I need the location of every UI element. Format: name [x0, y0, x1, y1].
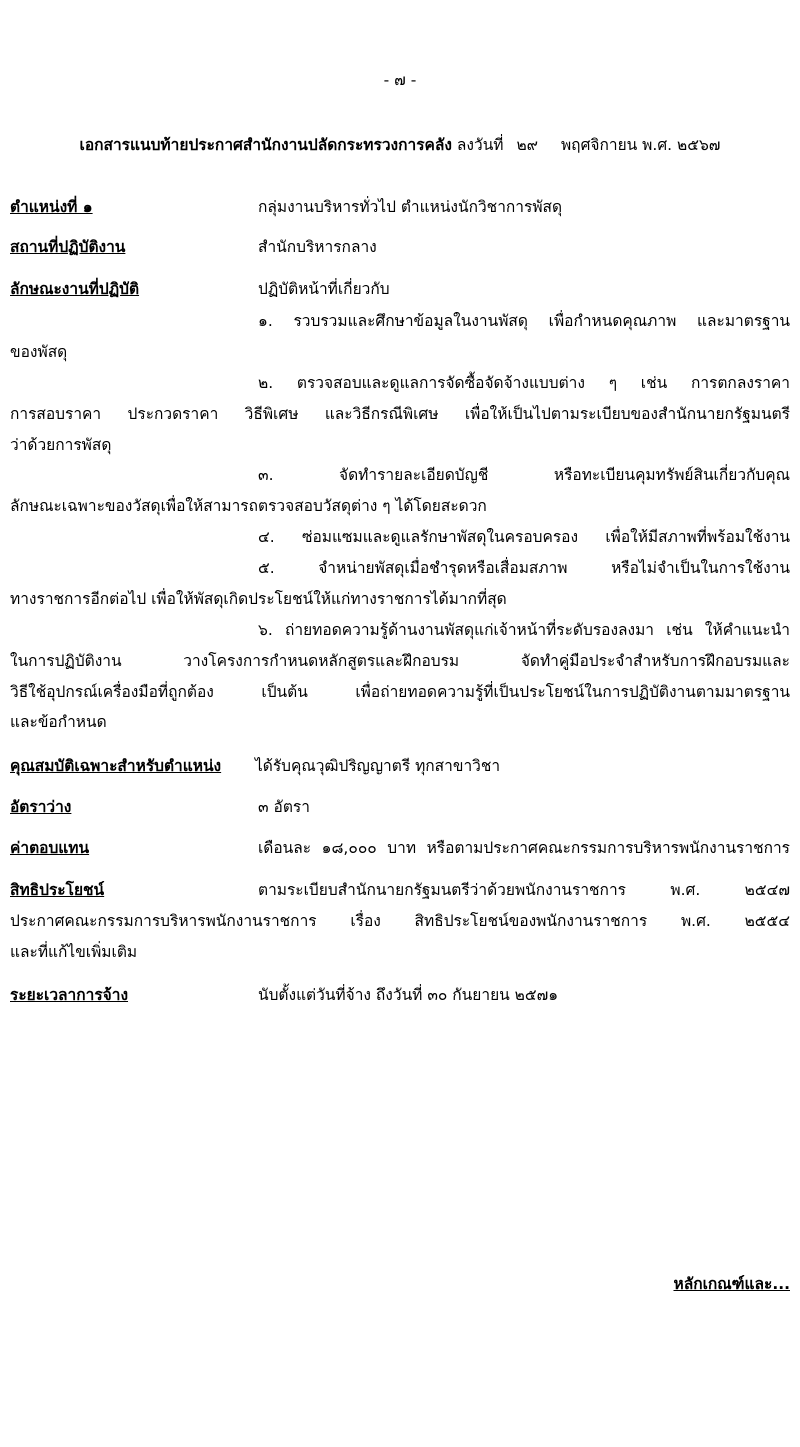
period-label: ระยะเวลาการจ้าง [10, 986, 129, 1004]
document-heading [0, 135, 800, 155]
heading-day: ๒๙ [516, 136, 539, 154]
duty-item-1-line-1: ๑. รวบรวมและศึกษาข้อมูลในงานพัสดุ เพื่อกำหนดคุณภาพ และมาตรฐาน [258, 312, 790, 330]
heading-month-year: พฤศจิกายน พ.ศ. ๒๕๖๗ [560, 136, 721, 154]
duty-item-6-line-3: วิธีใช้อุปกรณ์เครื่องมือที่ถูกต้อง เป็นต้น เพื่อถ่ายทอดความรู้ที่เป็นประโยชน์ในการปฏิบัติงานตามมาตรฐาน [10, 683, 790, 701]
vacancy-label: อัตราว่าง [10, 798, 72, 816]
compensation-label: ค่าตอบแทน [10, 839, 90, 857]
period-value: นับตั้งแต่วันที่จ้าง ถึงวันที่ ๓๐ กันยายน ๒๕๗๑ [258, 986, 559, 1004]
benefits-line-3: และที่แก้ไขเพิ่มเติม [10, 943, 138, 961]
duty-item-3-line-2: ลักษณะเฉพาะของวัสดุเพื่อให้สามารถตรวจสอบวัสดุต่าง ๆ ได้โดยสะดวก [10, 497, 487, 515]
page-number: - ๗ - [383, 71, 417, 89]
duty-item-3-line-1: ๓. จัดทำรายละเอียดบัญชี หรือทะเบียนคุมทรัพย์สินเกี่ยวกับคุณ [258, 466, 790, 484]
position-label: ตำแหน่งที่ ๑ [10, 198, 93, 216]
heading-title: เอกสารแนบท้ายประกาศสำนักงานปลัดกระทรวงการคลัง [79, 136, 452, 154]
duty-item-2-line-3: ว่าด้วยการพัสดุ [10, 436, 112, 454]
workplace-value: สำนักบริหารกลาง [258, 238, 377, 256]
vacancy-value: ๓ อัตรา [258, 798, 310, 816]
duty-item-6-line-1: ๖. ถ่ายทอดความรู้ด้านงานพัสดุแก่เจ้าหน้าที่ระดับรองลงมา เช่น ให้คำแนะนำ [258, 621, 790, 639]
heading-date-prefix: ลงวันที่ [456, 136, 504, 154]
benefits-line-1: ตามระเบียบสำนักนายกรัฐมนตรีว่าด้วยพนักงานราชการ พ.ศ. ๒๕๔๗ [258, 881, 790, 899]
duty-item-6-line-2: ในการปฏิบัติงาน วางโครงการกำหนดหลักสูตรและฝึกอบรม จัดทำคู่มือประจำสำหรับการฝึกอบรมและ [10, 652, 790, 670]
qualification-value: ได้รับคุณวุฒิปริญญาตรี ทุกสาขาวิชา [255, 757, 501, 775]
duty-item-4: ๔. ซ่อมแซมและดูแลรักษาพัสดุในครอบครอง เพื่อให้มีสภาพที่พร้อมใช้งาน [258, 528, 790, 546]
duty-item-1-line-2: ของพัสดุ [10, 343, 68, 361]
duty-item-5-line-2: ทางราชการอีกต่อไป เพื่อให้พัสดุเกิดประโยชน์ให้แก่ทางราชการได้มากที่สุด [10, 590, 507, 608]
duties-intro: ปฏิบัติหน้าที่เกี่ยวกับ [258, 280, 390, 298]
qualification-label: คุณสมบัติเฉพาะสำหรับตำแหน่ง [10, 757, 222, 775]
duties-label: ลักษณะงานที่ปฏิบัติ [10, 280, 140, 298]
duty-item-2-line-2: การสอบราคา ประกวดราคา วิธีพิเศษ และวิธีกรณีพิเศษ เพื่อให้เป็นไปตามระเบียบของสำนักนายกรัฐมนตรี [10, 405, 790, 423]
compensation-value: เดือนละ ๑๘,๐๐๐ บาท หรือตามประกาศคณะกรรมการบริหารพนักงานราชการ [258, 839, 790, 857]
continuation-text: หลักเกณฑ์และ... [673, 1275, 790, 1293]
duty-item-5-line-1: ๕. จำหน่ายพัสดุเมื่อชำรุดหรือเสื่อมสภาพ หรือไม่จำเป็นในการใช้งาน [258, 559, 790, 577]
workplace-label: สถานที่ปฏิบัติงาน [10, 238, 126, 256]
duty-item-6-line-4: และข้อกำหนด [10, 713, 107, 731]
benefits-label: สิทธิประโยชน์ [10, 881, 105, 899]
position-value: กลุ่มงานบริหารทั่วไป ตำแหน่งนักวิชาการพัสดุ [258, 198, 563, 216]
duty-item-2-line-1: ๒. ตรวจสอบและดูแลการจัดซื้อจัดจ้างแบบต่าง ๆ เช่น การตกลงราคา [258, 374, 790, 392]
benefits-line-2: ประกาศคณะกรรมการบริหารพนักงานราชการ เรื่อง สิทธิประโยชน์ของพนักงานราชการ พ.ศ. ๒๕๕๔ [10, 912, 790, 930]
